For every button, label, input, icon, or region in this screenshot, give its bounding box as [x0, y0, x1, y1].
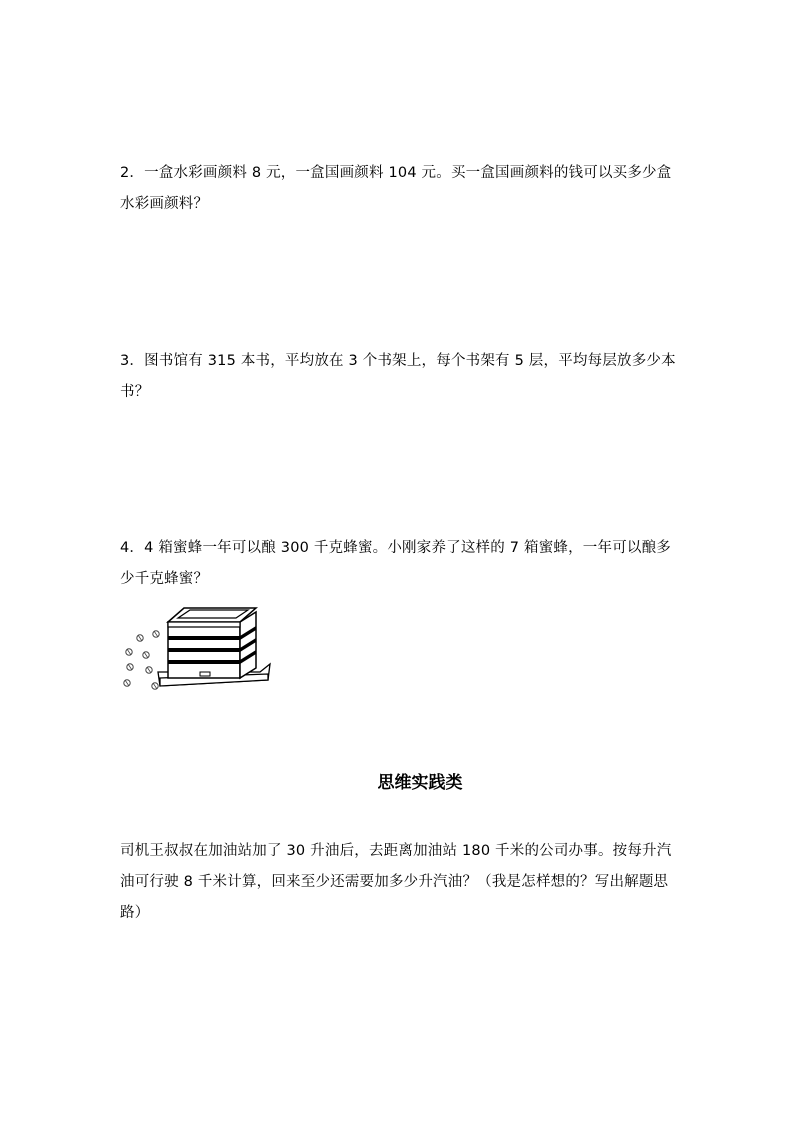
question-3: 3．图书馆有 315 本书，平均放在 3 个书架上，每个书架有 5 层，平均每层放多少本书？	[120, 353, 676, 400]
section-question: 司机王叔叔在加油站加了 30 升油后，去距离加油站 180 千米的公司办事。按每升汽油可行驶 8 千米计算，回来至少还需要加多少升汽油？（我是怎样想的？写出解题思路）	[120, 843, 672, 921]
beehive-icon	[118, 600, 278, 695]
question-4: 4．4 箱蜜蜂一年可以酿 300 千克蜂蜜。小刚家养了这样的 7 箱蜜蜂，一年可以酿多少千克蜂蜜？	[120, 540, 671, 587]
question-2: 2．一盒水彩画颜料 8 元，一盒国画颜料 104 元。买一盒国画颜料的钱可以买多少盒水彩画颜料？	[120, 165, 672, 212]
section-title: 思维实践类	[377, 773, 463, 793]
